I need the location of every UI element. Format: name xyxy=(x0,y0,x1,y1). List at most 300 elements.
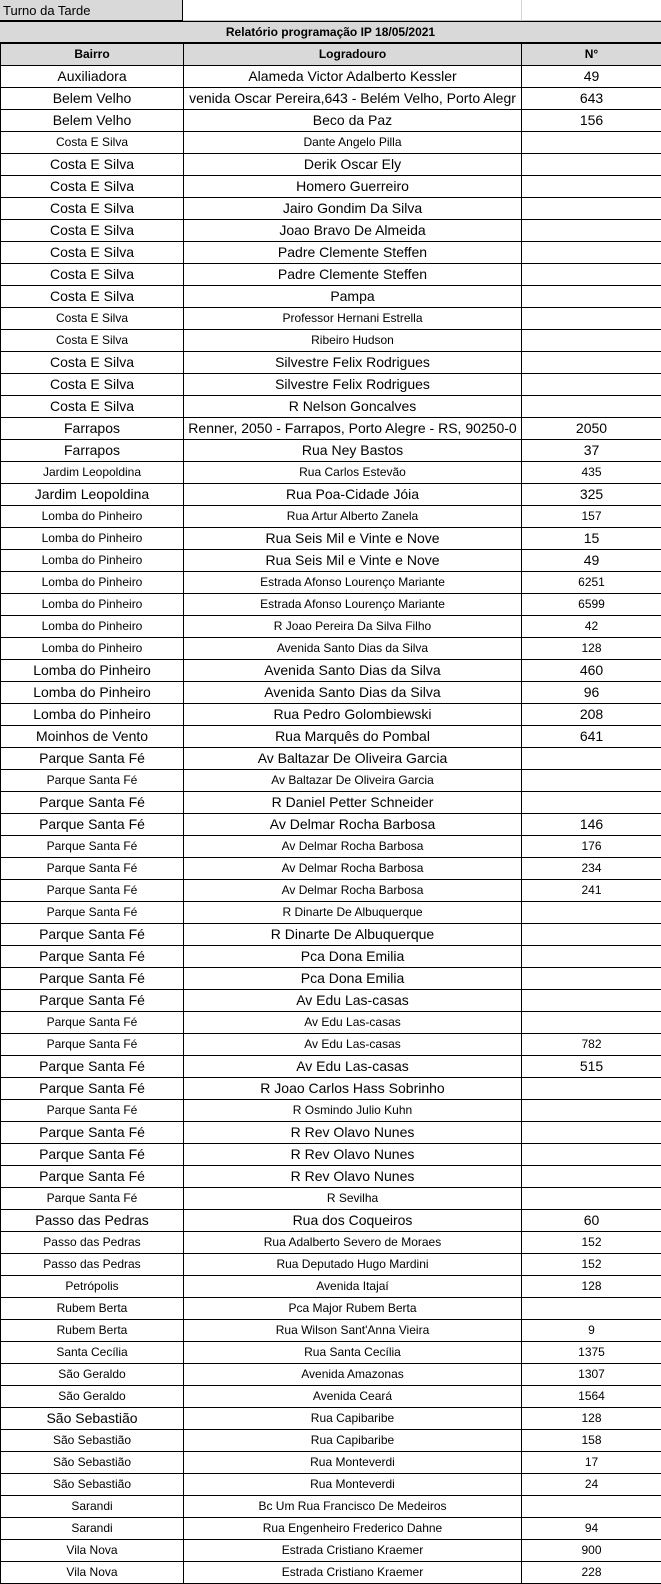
cell-logradouro[interactable] xyxy=(184,1452,522,1474)
top-bar xyxy=(0,0,661,21)
table-row xyxy=(1,198,661,220)
cell-logradouro-text: R Nelson Goncalves xyxy=(184,397,521,416)
cell-numero[interactable] xyxy=(522,286,661,308)
cell-bairro[interactable] xyxy=(1,1122,184,1144)
cell-logradouro[interactable] xyxy=(184,352,522,374)
cell-numero[interactable] xyxy=(522,220,661,242)
cell-logradouro-text: Rua Adalberto Severo de Moraes xyxy=(184,1233,521,1252)
cell-logradouro[interactable] xyxy=(184,1188,522,1210)
table-row xyxy=(1,1342,661,1364)
cell-bairro[interactable] xyxy=(1,418,184,440)
cell-logradouro[interactable] xyxy=(184,1430,522,1452)
cell-numero[interactable] xyxy=(522,594,661,616)
cell-bairro[interactable] xyxy=(1,660,184,682)
cell-numero[interactable] xyxy=(522,968,661,990)
cell-numero[interactable] xyxy=(522,682,661,704)
column-header-numero[interactable]: N° xyxy=(522,44,661,66)
cell-logradouro[interactable] xyxy=(184,1078,522,1100)
cell-bairro-text: Passo das Pedras xyxy=(1,1211,183,1230)
table-row xyxy=(1,990,661,1012)
cell-bairro-text: Parque Santa Fé xyxy=(1,1189,183,1208)
cell-logradouro[interactable] xyxy=(184,506,522,528)
cell-logradouro[interactable] xyxy=(184,1232,522,1254)
cell-logradouro[interactable] xyxy=(184,968,522,990)
cell-logradouro-text: Estrada Afonso Lourenço Mariante xyxy=(184,595,521,614)
cell-logradouro-text: Rua Deputado Hugo Mardini xyxy=(184,1255,521,1274)
cell-numero[interactable] xyxy=(522,176,661,198)
cell-logradouro-text: R Osmindo Julio Kuhn xyxy=(184,1101,521,1120)
cell-numero[interactable] xyxy=(522,396,661,418)
cell-bairro-text: Lomba do Pinheiro xyxy=(1,529,183,548)
cell-bairro[interactable] xyxy=(1,1144,184,1166)
cell-numero[interactable] xyxy=(522,814,661,836)
table-row xyxy=(1,792,661,814)
cell-bairro[interactable] xyxy=(1,1210,184,1232)
cell-logradouro-text: R Dinarte De Albuquerque xyxy=(184,925,521,944)
table-row xyxy=(1,462,661,484)
cell-bairro[interactable] xyxy=(1,1056,184,1078)
cell-numero[interactable] xyxy=(522,1430,661,1452)
cell-bairro[interactable] xyxy=(1,924,184,946)
table-row xyxy=(1,880,661,902)
cell-numero[interactable] xyxy=(522,154,661,176)
cell-bairro[interactable] xyxy=(1,1100,184,1122)
cell-bairro[interactable] xyxy=(1,440,184,462)
cell-bairro[interactable] xyxy=(1,330,184,352)
cell-bairro-text: Farrapos xyxy=(1,441,183,460)
cell-logradouro-text: venida Oscar Pereira,643 - Belém Velho, Porto Alegr xyxy=(184,89,521,108)
cell-bairro[interactable] xyxy=(1,264,184,286)
cell-logradouro-text: Av Delmar Rocha Barbosa xyxy=(184,881,521,900)
cell-numero-text: 1564 xyxy=(522,1387,661,1406)
cell-numero[interactable] xyxy=(522,1254,661,1276)
table-row xyxy=(1,1364,661,1386)
cell-bairro[interactable] xyxy=(1,132,184,154)
table-row xyxy=(1,1408,661,1430)
cell-logradouro-text: Rua Capibaribe xyxy=(184,1409,521,1428)
cell-numero[interactable] xyxy=(522,528,661,550)
cell-numero[interactable] xyxy=(522,1122,661,1144)
cell-numero[interactable] xyxy=(522,1144,661,1166)
cell-bairro[interactable] xyxy=(1,1496,184,1518)
cell-numero[interactable] xyxy=(522,1562,661,1584)
cell-bairro[interactable] xyxy=(1,308,184,330)
cell-numero[interactable] xyxy=(522,1364,661,1386)
cell-logradouro-text: Av Edu Las-casas xyxy=(184,1013,521,1032)
cell-logradouro-text: Rua Poa-Cidade Jóia xyxy=(184,485,521,504)
cell-logradouro-text: Avenida Ceará xyxy=(184,1387,521,1406)
cell-bairro[interactable] xyxy=(1,550,184,572)
cell-logradouro[interactable] xyxy=(184,528,522,550)
cell-logradouro[interactable] xyxy=(184,1474,522,1496)
cell-logradouro-text: R Rev Olavo Nunes xyxy=(184,1123,521,1142)
cell-bairro-text: São Geraldo xyxy=(1,1387,183,1406)
cell-bairro-text: Lomba do Pinheiro xyxy=(1,639,183,658)
cell-numero[interactable] xyxy=(522,1056,661,1078)
cell-bairro-text: São Geraldo xyxy=(1,1365,183,1384)
table-row xyxy=(1,308,661,330)
cell-bairro-text: Parque Santa Fé xyxy=(1,969,183,988)
cell-logradouro[interactable] xyxy=(184,462,522,484)
cell-bairro-text: Santa Cecília xyxy=(1,1343,183,1362)
cell-logradouro[interactable] xyxy=(184,1210,522,1232)
cell-numero[interactable] xyxy=(522,1386,661,1408)
cell-bairro[interactable] xyxy=(1,1276,184,1298)
cell-numero[interactable] xyxy=(522,440,661,462)
cell-logradouro-text: Renner, 2050 - Farrapos, Porto Alegre - RS, 90250-0 xyxy=(184,419,521,438)
cell-numero[interactable] xyxy=(522,1474,661,1496)
cell-numero[interactable] xyxy=(522,330,661,352)
cell-logradouro[interactable] xyxy=(184,1298,522,1320)
cell-logradouro-text: R Dinarte De Albuquerque xyxy=(184,903,521,922)
cell-bairro[interactable] xyxy=(1,704,184,726)
cell-numero[interactable] xyxy=(522,1342,661,1364)
cell-bairro-text: Costa E Silva xyxy=(1,177,183,196)
cell-bairro-text: Costa E Silva xyxy=(1,133,183,152)
cell-logradouro-text: Av Delmar Rocha Barbosa xyxy=(184,815,521,834)
cell-numero-text: 146 xyxy=(522,815,661,834)
cell-numero[interactable] xyxy=(522,1540,661,1562)
table-row xyxy=(1,1012,661,1034)
cell-bairro-text: Petrópolis xyxy=(1,1277,183,1296)
cell-bairro[interactable] xyxy=(1,88,184,110)
cell-logradouro[interactable] xyxy=(184,198,522,220)
cell-logradouro[interactable] xyxy=(184,1496,522,1518)
cell-numero-text: 176 xyxy=(522,837,661,856)
table-row xyxy=(1,1254,661,1276)
cell-logradouro[interactable] xyxy=(184,1254,522,1276)
table-row xyxy=(1,1452,661,1474)
cell-bairro[interactable] xyxy=(1,462,184,484)
cell-logradouro[interactable] xyxy=(184,1386,522,1408)
cell-bairro-text: São Sebastião xyxy=(1,1475,183,1494)
cell-logradouro[interactable] xyxy=(184,132,522,154)
cell-numero[interactable] xyxy=(522,726,661,748)
cell-bairro[interactable] xyxy=(1,902,184,924)
cell-bairro[interactable] xyxy=(1,858,184,880)
cell-bairro[interactable] xyxy=(1,770,184,792)
cell-logradouro[interactable] xyxy=(184,858,522,880)
cell-bairro[interactable] xyxy=(1,242,184,264)
cell-logradouro[interactable] xyxy=(184,1166,522,1188)
cell-numero[interactable] xyxy=(522,924,661,946)
cell-logradouro[interactable] xyxy=(184,176,522,198)
cell-numero[interactable] xyxy=(522,770,661,792)
cell-numero-text: 94 xyxy=(522,1519,661,1538)
cell-bairro[interactable] xyxy=(1,616,184,638)
cell-bairro[interactable] xyxy=(1,1364,184,1386)
cell-logradouro-text: Estrada Cristiano Kraemer xyxy=(184,1563,521,1582)
cell-numero[interactable] xyxy=(522,1232,661,1254)
cell-bairro[interactable] xyxy=(1,198,184,220)
cell-numero[interactable] xyxy=(522,1298,661,1320)
table-row xyxy=(1,1122,661,1144)
table-row xyxy=(1,1056,661,1078)
cell-logradouro[interactable] xyxy=(184,1518,522,1540)
cell-logradouro[interactable] xyxy=(184,836,522,858)
cell-numero[interactable] xyxy=(522,1078,661,1100)
cell-numero[interactable] xyxy=(522,506,661,528)
cell-numero[interactable] xyxy=(522,66,661,88)
cell-bairro[interactable] xyxy=(1,1034,184,1056)
column-header-logradouro[interactable]: Logradouro xyxy=(184,44,522,66)
cell-logradouro-text: R Rev Olavo Nunes xyxy=(184,1167,521,1186)
cell-numero-text: 241 xyxy=(522,881,661,900)
cell-bairro[interactable] xyxy=(1,990,184,1012)
cell-numero[interactable] xyxy=(522,1496,661,1518)
cell-numero[interactable] xyxy=(522,352,661,374)
cell-bairro[interactable] xyxy=(1,814,184,836)
cell-bairro[interactable] xyxy=(1,968,184,990)
table-row xyxy=(1,1166,661,1188)
cell-logradouro[interactable] xyxy=(184,1056,522,1078)
cell-numero[interactable] xyxy=(522,880,661,902)
cell-logradouro[interactable] xyxy=(184,1276,522,1298)
column-header-bairro[interactable]: Bairro xyxy=(1,44,184,66)
cell-bairro[interactable] xyxy=(1,506,184,528)
cell-logradouro[interactable] xyxy=(184,902,522,924)
cell-bairro[interactable] xyxy=(1,594,184,616)
cell-logradouro[interactable] xyxy=(184,550,522,572)
cell-bairro[interactable] xyxy=(1,1166,184,1188)
cell-logradouro[interactable] xyxy=(184,1408,522,1430)
cell-logradouro[interactable] xyxy=(184,792,522,814)
cell-logradouro[interactable] xyxy=(184,484,522,506)
cell-bairro[interactable] xyxy=(1,1408,184,1430)
cell-logradouro[interactable] xyxy=(184,1012,522,1034)
cell-bairro-text: Lomba do Pinheiro xyxy=(1,617,183,636)
cell-logradouro[interactable] xyxy=(184,1562,522,1584)
cell-logradouro-text: Padre Clemente Steffen xyxy=(184,243,521,262)
cell-logradouro[interactable] xyxy=(184,572,522,594)
cell-numero[interactable] xyxy=(522,660,661,682)
cell-bairro[interactable] xyxy=(1,352,184,374)
cell-bairro[interactable] xyxy=(1,1430,184,1452)
cell-logradouro[interactable] xyxy=(184,154,522,176)
cell-logradouro[interactable] xyxy=(184,1320,522,1342)
cell-bairro-text: Jardim Leopoldina xyxy=(1,485,183,504)
cell-logradouro-text: Avenida Santo Dias da Silva xyxy=(184,661,521,680)
table-row xyxy=(1,1232,661,1254)
cell-bairro[interactable] xyxy=(1,726,184,748)
cell-logradouro[interactable] xyxy=(184,1342,522,1364)
cell-logradouro[interactable] xyxy=(184,880,522,902)
cell-logradouro[interactable] xyxy=(184,726,522,748)
cell-numero[interactable] xyxy=(522,1518,661,1540)
cell-numero[interactable] xyxy=(522,704,661,726)
cell-logradouro[interactable] xyxy=(184,286,522,308)
cell-numero[interactable] xyxy=(522,242,661,264)
table-row xyxy=(1,858,661,880)
cell-numero[interactable] xyxy=(522,550,661,572)
table-row xyxy=(1,264,661,286)
cell-logradouro[interactable] xyxy=(184,308,522,330)
cell-logradouro[interactable] xyxy=(184,924,522,946)
cell-logradouro[interactable] xyxy=(184,1144,522,1166)
cell-logradouro[interactable] xyxy=(184,594,522,616)
cell-bairro[interactable] xyxy=(1,1078,184,1100)
cell-logradouro[interactable] xyxy=(184,748,522,770)
cell-numero[interactable] xyxy=(522,858,661,880)
cell-logradouro[interactable] xyxy=(184,110,522,132)
cell-logradouro[interactable] xyxy=(184,770,522,792)
cell-logradouro[interactable] xyxy=(184,1100,522,1122)
cell-numero[interactable] xyxy=(522,264,661,286)
cell-bairro-text: Parque Santa Fé xyxy=(1,1167,183,1186)
cell-logradouro[interactable] xyxy=(184,396,522,418)
cell-bairro[interactable] xyxy=(1,1474,184,1496)
report-title[interactable]: Relatório programação IP 18/05/2021 xyxy=(0,21,661,43)
cell-numero[interactable] xyxy=(522,374,661,396)
cell-logradouro[interactable] xyxy=(184,1034,522,1056)
cell-logradouro[interactable] xyxy=(184,264,522,286)
cell-logradouro-text: Pca Dona Emilia xyxy=(184,947,521,966)
cell-bairro[interactable] xyxy=(1,66,184,88)
cell-bairro[interactable] xyxy=(1,792,184,814)
cell-bairro-text: Lomba do Pinheiro xyxy=(1,551,183,570)
cell-bairro[interactable] xyxy=(1,748,184,770)
cell-numero[interactable] xyxy=(522,572,661,594)
shift-label[interactable]: Turno da Tarde xyxy=(0,0,183,21)
cell-bairro[interactable] xyxy=(1,1012,184,1034)
cell-bairro-text: Moinhos de Vento xyxy=(1,727,183,746)
cell-numero[interactable] xyxy=(522,462,661,484)
cell-bairro[interactable] xyxy=(1,1518,184,1540)
cell-bairro[interactable] xyxy=(1,220,184,242)
cell-logradouro[interactable] xyxy=(184,242,522,264)
report-table xyxy=(0,43,661,1584)
cell-logradouro-text: Rua Pedro Golombiewski xyxy=(184,705,521,724)
cell-bairro-text: Vila Nova xyxy=(1,1541,183,1560)
cell-numero[interactable] xyxy=(522,418,661,440)
cell-numero[interactable] xyxy=(522,1276,661,1298)
cell-logradouro[interactable] xyxy=(184,616,522,638)
cell-logradouro[interactable] xyxy=(184,330,522,352)
cell-numero[interactable] xyxy=(522,1100,661,1122)
cell-numero[interactable] xyxy=(522,1166,661,1188)
cell-logradouro[interactable] xyxy=(184,1364,522,1386)
cell-numero[interactable] xyxy=(522,792,661,814)
cell-numero[interactable] xyxy=(522,198,661,220)
cell-bairro[interactable] xyxy=(1,946,184,968)
cell-numero[interactable] xyxy=(522,1320,661,1342)
cell-numero[interactable] xyxy=(522,1210,661,1232)
cell-numero-text: 435 xyxy=(522,463,661,482)
cell-logradouro[interactable] xyxy=(184,704,522,726)
cell-numero[interactable] xyxy=(522,1408,661,1430)
cell-bairro[interactable] xyxy=(1,110,184,132)
cell-bairro[interactable] xyxy=(1,1320,184,1342)
cell-bairro[interactable] xyxy=(1,572,184,594)
cell-bairro[interactable] xyxy=(1,396,184,418)
table-row xyxy=(1,330,661,352)
cell-numero[interactable] xyxy=(522,748,661,770)
cell-logradouro-text: Dante Angelo Pilla xyxy=(184,133,521,152)
cell-bairro[interactable] xyxy=(1,1232,184,1254)
cell-logradouro[interactable] xyxy=(184,814,522,836)
cell-bairro[interactable] xyxy=(1,1342,184,1364)
cell-numero[interactable] xyxy=(522,1188,661,1210)
cell-bairro-text: Parque Santa Fé xyxy=(1,881,183,900)
cell-logradouro[interactable] xyxy=(184,220,522,242)
cell-bairro[interactable] xyxy=(1,1254,184,1276)
cell-bairro-text: Vila Nova xyxy=(1,1563,183,1582)
cell-bairro[interactable] xyxy=(1,176,184,198)
cell-logradouro-text: Rua Monteverdi xyxy=(184,1453,521,1472)
cell-numero[interactable] xyxy=(522,836,661,858)
cell-numero[interactable] xyxy=(522,902,661,924)
cell-bairro[interactable] xyxy=(1,836,184,858)
cell-logradouro[interactable] xyxy=(184,88,522,110)
cell-bairro-text: Sarandi xyxy=(1,1519,183,1538)
cell-logradouro[interactable] xyxy=(184,374,522,396)
cell-numero[interactable] xyxy=(522,616,661,638)
cell-logradouro-text: Rua Engenheiro Frederico Dahne xyxy=(184,1519,521,1538)
cell-numero[interactable] xyxy=(522,1452,661,1474)
cell-logradouro[interactable] xyxy=(184,440,522,462)
cell-numero[interactable] xyxy=(522,88,661,110)
table-row xyxy=(1,968,661,990)
cell-numero[interactable] xyxy=(522,1012,661,1034)
cell-numero-text: 24 xyxy=(522,1475,661,1494)
cell-logradouro[interactable] xyxy=(184,418,522,440)
cell-bairro[interactable] xyxy=(1,1540,184,1562)
table-row xyxy=(1,638,661,660)
cell-numero-text: 156 xyxy=(522,111,661,130)
cell-bairro[interactable] xyxy=(1,374,184,396)
cell-logradouro-text: Estrada Cristiano Kraemer xyxy=(184,1541,521,1560)
cell-bairro[interactable] xyxy=(1,1386,184,1408)
table-row xyxy=(1,660,661,682)
cell-bairro[interactable] xyxy=(1,638,184,660)
cell-numero[interactable] xyxy=(522,308,661,330)
cell-bairro[interactable] xyxy=(1,484,184,506)
cell-logradouro[interactable] xyxy=(184,660,522,682)
cell-logradouro[interactable] xyxy=(184,682,522,704)
cell-bairro[interactable] xyxy=(1,528,184,550)
table-row xyxy=(1,1386,661,1408)
cell-logradouro[interactable] xyxy=(184,1122,522,1144)
cell-bairro[interactable] xyxy=(1,286,184,308)
cell-logradouro-text: R Daniel Petter Schneider xyxy=(184,793,521,812)
cell-logradouro[interactable] xyxy=(184,66,522,88)
cell-bairro[interactable] xyxy=(1,1452,184,1474)
cell-bairro-text: Costa E Silva xyxy=(1,309,183,328)
cell-logradouro-text: Homero Guerreiro xyxy=(184,177,521,196)
cell-numero[interactable] xyxy=(522,132,661,154)
cell-numero-text: 643 xyxy=(522,89,661,108)
cell-bairro[interactable] xyxy=(1,880,184,902)
cell-numero[interactable] xyxy=(522,990,661,1012)
cell-numero[interactable] xyxy=(522,110,661,132)
table-row xyxy=(1,902,661,924)
cell-logradouro-text: Av Baltazar De Oliveira Garcia xyxy=(184,771,521,790)
cell-numero[interactable] xyxy=(522,638,661,660)
cell-bairro[interactable] xyxy=(1,1298,184,1320)
cell-bairro[interactable] xyxy=(1,154,184,176)
cell-bairro[interactable] xyxy=(1,1562,184,1584)
cell-bairro[interactable] xyxy=(1,1188,184,1210)
cell-numero[interactable] xyxy=(522,946,661,968)
cell-logradouro-text: Professor Hernani Estrella xyxy=(184,309,521,328)
cell-logradouro[interactable] xyxy=(184,946,522,968)
cell-numero[interactable] xyxy=(522,484,661,506)
cell-numero[interactable] xyxy=(522,1034,661,1056)
cell-logradouro[interactable] xyxy=(184,1540,522,1562)
cell-logradouro[interactable] xyxy=(184,990,522,1012)
cell-bairro[interactable] xyxy=(1,682,184,704)
cell-logradouro[interactable] xyxy=(184,638,522,660)
